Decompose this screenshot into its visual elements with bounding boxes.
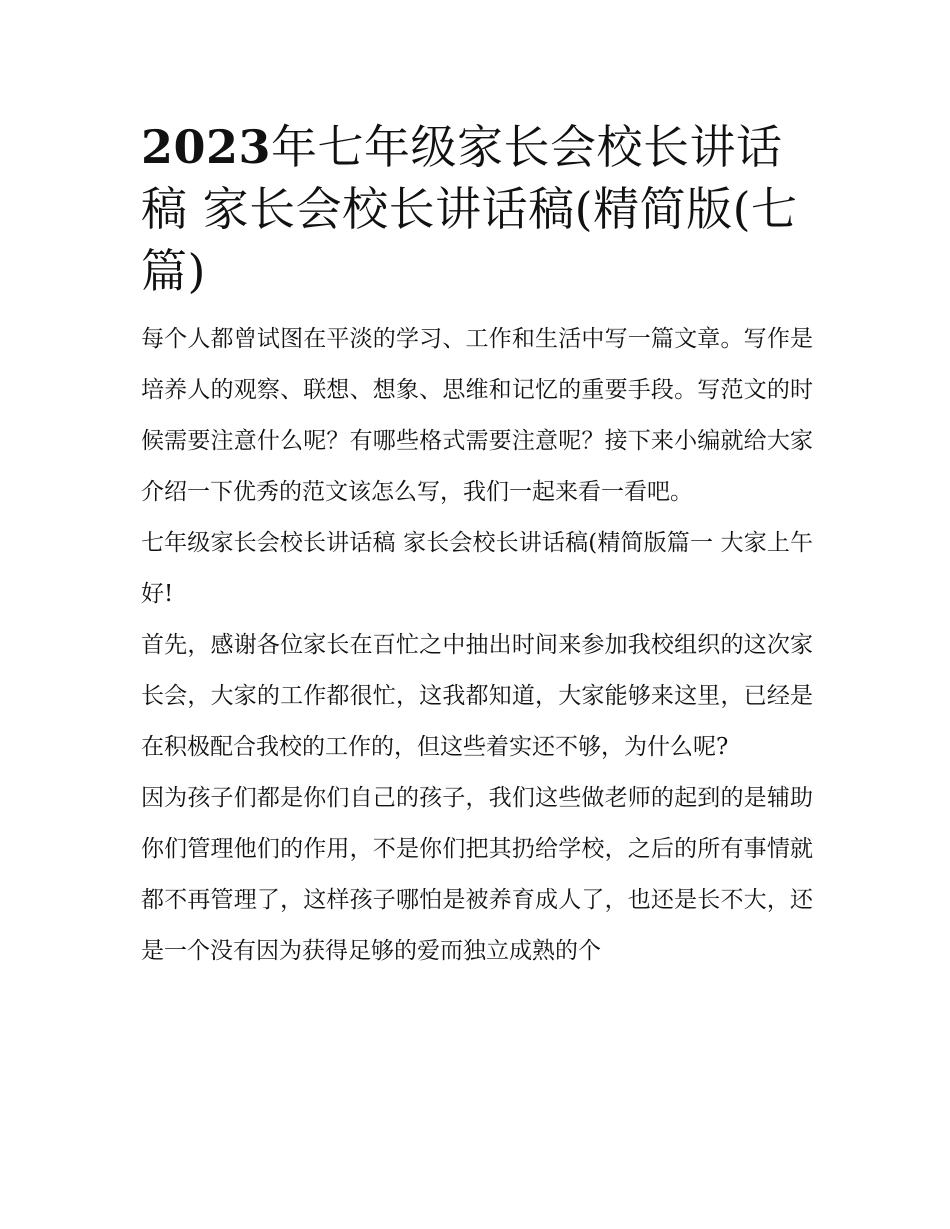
body-paragraph-children: 因为孩子们都是你们自己的孩子，我们这些做老师的起到的是辅助你们管理他们的作用，不是你们把其扔给学校，之后的所有事情就都不再管理了，这样孩子哪怕是被养育成人了，也还是长不大，还是一个没有因为获得足够的爱而独立成熟的个 — [141, 785, 813, 964]
body-paragraph-thanks: 首先，感谢各位家长在百忙之中抽出时间来参加我校组织的这次家长会，大家的工作都很忙，这我都知道，大家能够来这里，已经是在积极配合我校的工作的，但这些着实还不够，为什么呢? — [141, 632, 813, 760]
title-text: 年七年级家长会校长讲话稿 家长会校长讲话稿(精简版(七篇) — [141, 120, 798, 298]
section-heading-paragraph: 七年级家长会校长讲话稿 家长会校长讲话稿(精简版篇一 大家上午好! — [141, 530, 813, 607]
title-year: 2023 — [141, 120, 272, 174]
document-title — [141, 116, 813, 302]
intro-paragraph: 每个人都曾试图在平淡的学习、工作和生活中写一篇文章。写作是培养人的观察、联想、想象、思维和记忆的重要手段。写范文的时候需要注意什么呢？有哪些格式需要注意呢？接下来小编就给大家介绍一下优秀的范文该怎么写，我们一起来看一看吧。 — [141, 326, 813, 505]
document-content — [141, 116, 813, 977]
